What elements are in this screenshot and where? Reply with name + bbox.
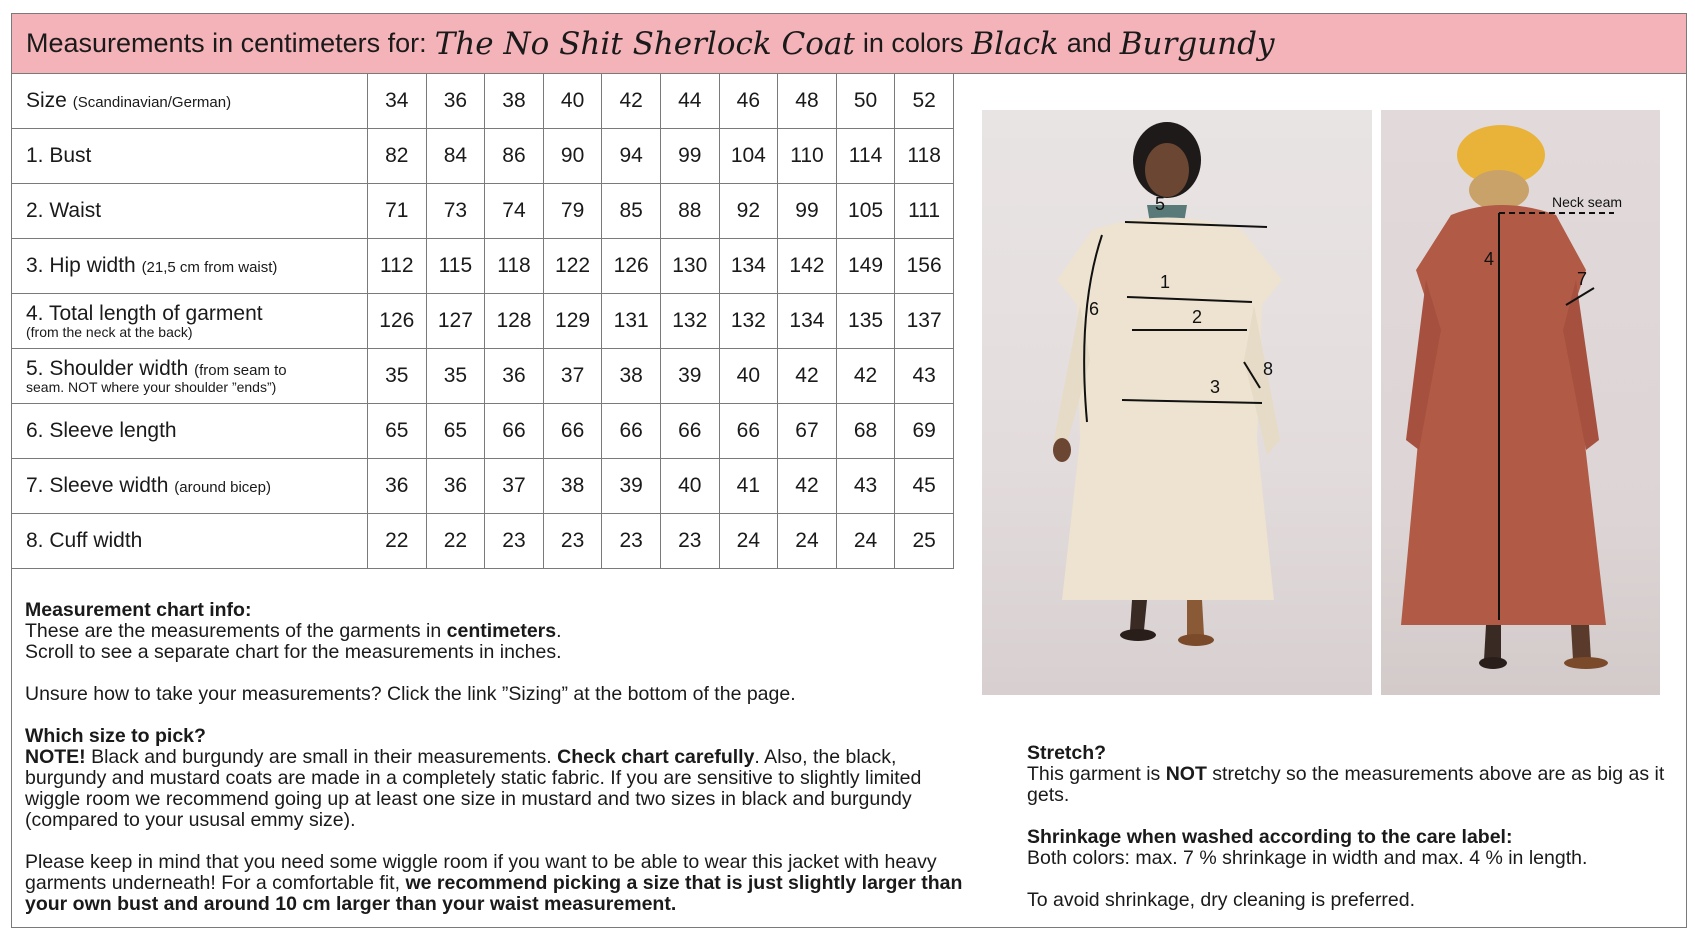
row-label bbox=[12, 514, 368, 569]
measurement-cell: 94 bbox=[602, 129, 661, 184]
info-heading-pick: Which size to pick? bbox=[25, 725, 206, 747]
measurement-cell: 115 bbox=[426, 239, 485, 294]
measurement-cell: 86 bbox=[485, 129, 544, 184]
measurement-cell: 99 bbox=[778, 184, 837, 239]
measurement-cell: 23 bbox=[602, 514, 661, 569]
color-burgundy: Burgundy bbox=[1119, 25, 1275, 62]
measurement-cell: 135 bbox=[836, 294, 895, 349]
info-recommendation: Please keep in mind that you need some wiggle room if you want to be able to wear this jacket with heavy garments underneath! For a comfortable fit, we recommend picking a size that is just slightly larger than your own bust and around 10 cm larger than your waist measurement. bbox=[25, 851, 963, 915]
stretch-heading: Stretch? bbox=[1027, 742, 1107, 764]
measurement-cell: 142 bbox=[778, 239, 837, 294]
measurement-row bbox=[12, 459, 954, 514]
row-label-text: 7. Sleeve width bbox=[26, 473, 169, 497]
measurement-cell: 67 bbox=[778, 404, 837, 459]
measurement-cell: 23 bbox=[543, 514, 602, 569]
measurement-cell: 45 bbox=[895, 459, 954, 514]
measurement-row bbox=[12, 129, 954, 184]
marker-3: 3 bbox=[1210, 377, 1221, 397]
measurement-cell: 36 bbox=[368, 459, 427, 514]
row-label bbox=[12, 349, 368, 404]
row-label-text: 3. Hip width bbox=[26, 253, 136, 277]
size-cell: 52 bbox=[895, 74, 954, 129]
measurement-cell: 66 bbox=[719, 404, 778, 459]
row-label-text: 5. Shoulder width bbox=[26, 356, 189, 380]
measurement-table bbox=[11, 73, 954, 569]
measurement-cell: 37 bbox=[485, 459, 544, 514]
measurement-cell: 88 bbox=[660, 184, 719, 239]
measurement-cell: 68 bbox=[836, 404, 895, 459]
measurement-row bbox=[12, 404, 954, 459]
measurement-cell: 134 bbox=[778, 294, 837, 349]
measurement-cell: 43 bbox=[836, 459, 895, 514]
row-label bbox=[12, 184, 368, 239]
size-cell: 44 bbox=[660, 74, 719, 129]
measurement-cell: 23 bbox=[660, 514, 719, 569]
info-section bbox=[25, 600, 980, 936]
neck-seam-label: Neck seam bbox=[1552, 194, 1623, 210]
size-cell: 36 bbox=[426, 74, 485, 129]
measurement-cell: 66 bbox=[543, 404, 602, 459]
measurement-cell: 129 bbox=[543, 294, 602, 349]
row-label-note-cont: seam. NOT where your shoulder ”ends”) bbox=[26, 378, 277, 395]
fabric-info bbox=[1027, 743, 1667, 932]
measurement-cell: 132 bbox=[719, 294, 778, 349]
front-coat-photo bbox=[982, 110, 1372, 695]
chart-header bbox=[11, 13, 1687, 74]
measurement-cell: 122 bbox=[543, 239, 602, 294]
row-label-note: (from the neck at the back) bbox=[26, 323, 193, 340]
header-mid: in colors bbox=[862, 28, 964, 58]
marker-1: 1 bbox=[1160, 272, 1171, 292]
row-label bbox=[12, 74, 368, 129]
measurement-cell: 118 bbox=[895, 129, 954, 184]
marker-4: 4 bbox=[1484, 249, 1495, 269]
measurement-cell: 66 bbox=[485, 404, 544, 459]
measurement-cell: 104 bbox=[719, 129, 778, 184]
measurement-cell: 126 bbox=[368, 294, 427, 349]
row-label bbox=[12, 294, 368, 349]
color-black: Black bbox=[971, 25, 1059, 62]
measurement-cell: 41 bbox=[719, 459, 778, 514]
measurement-cell: 149 bbox=[836, 239, 895, 294]
measurement-cell: 24 bbox=[719, 514, 778, 569]
measurement-cell: 137 bbox=[895, 294, 954, 349]
row-label-text: 4. Total length of garment bbox=[26, 301, 263, 325]
measurement-cell: 24 bbox=[778, 514, 837, 569]
measurement-cell: 35 bbox=[426, 349, 485, 404]
measurement-cell: 131 bbox=[602, 294, 661, 349]
measurement-cell: 24 bbox=[836, 514, 895, 569]
measurement-cell: 42 bbox=[778, 349, 837, 404]
marker-2: 2 bbox=[1192, 307, 1203, 327]
header-and: and bbox=[1066, 28, 1112, 58]
row-label-note: (21,5 cm from waist) bbox=[141, 258, 278, 276]
back-coat-photo bbox=[1381, 110, 1660, 695]
row-label bbox=[12, 239, 368, 294]
measurement-cell: 65 bbox=[426, 404, 485, 459]
measurement-cell: 65 bbox=[368, 404, 427, 459]
measurement-cell: 73 bbox=[426, 184, 485, 239]
size-cell: 42 bbox=[602, 74, 661, 129]
measurement-cell: 22 bbox=[368, 514, 427, 569]
measurement-cell: 74 bbox=[485, 184, 544, 239]
measurement-cell: 42 bbox=[778, 459, 837, 514]
product-name: The No Shit Sherlock Coat bbox=[434, 25, 855, 62]
marker-6: 6 bbox=[1089, 299, 1100, 319]
measurement-cell: 105 bbox=[836, 184, 895, 239]
measurement-cell: 127 bbox=[426, 294, 485, 349]
measurement-cell: 92 bbox=[719, 184, 778, 239]
measurement-row bbox=[12, 294, 954, 349]
header-prefix: Measurements in centimeters for: bbox=[26, 28, 427, 58]
measurement-cell: 66 bbox=[602, 404, 661, 459]
measurement-row bbox=[12, 239, 954, 294]
back-coat-illustration bbox=[1381, 110, 1660, 695]
shrink-heading: Shrinkage when washed according to the care label: bbox=[1027, 826, 1513, 848]
measurement-cell: 128 bbox=[485, 294, 544, 349]
measurement-row bbox=[12, 184, 954, 239]
marker-5: 5 bbox=[1155, 194, 1166, 214]
info-note: NOTE! Black and burgundy are small in their measurements. Check chart carefully. Also, the black, burgundy and mustard coats are made in a completely static fabric. If you are sensitive to slightly limited wiggle room we recommend going up at least one size in mustard and two sizes in black and burgundy (compared to your ususal emmy size). bbox=[25, 746, 922, 831]
measurement-cell: 36 bbox=[485, 349, 544, 404]
dry-clean-text: To avoid shrinkage, dry cleaning is preferred. bbox=[1027, 889, 1416, 911]
measurement-cell: 38 bbox=[602, 349, 661, 404]
size-cell: 50 bbox=[836, 74, 895, 129]
size-cell: 48 bbox=[778, 74, 837, 129]
measurement-cell: 39 bbox=[602, 459, 661, 514]
measurement-cell: 110 bbox=[778, 129, 837, 184]
measurement-cell: 39 bbox=[660, 349, 719, 404]
measurement-cell: 82 bbox=[368, 129, 427, 184]
size-cell: 46 bbox=[719, 74, 778, 129]
size-cell: 40 bbox=[543, 74, 602, 129]
measurement-cell: 40 bbox=[719, 349, 778, 404]
measurement-cell: 126 bbox=[602, 239, 661, 294]
measurement-cell: 25 bbox=[895, 514, 954, 569]
row-label-text: 1. Bust bbox=[26, 143, 92, 167]
measurement-cell: 130 bbox=[660, 239, 719, 294]
measurement-cell: 43 bbox=[895, 349, 954, 404]
measurement-row bbox=[12, 514, 954, 569]
measurement-cell: 114 bbox=[836, 129, 895, 184]
measurement-cell: 66 bbox=[660, 404, 719, 459]
measurement-cell: 118 bbox=[485, 239, 544, 294]
measurement-cell: 35 bbox=[368, 349, 427, 404]
front-coat-illustration bbox=[982, 110, 1372, 695]
row-label-text: 2. Waist bbox=[26, 198, 102, 222]
stretch-text: This garment is NOT stretchy so the measurements above are as big as it gets. bbox=[1027, 763, 1665, 806]
marker-7: 7 bbox=[1577, 269, 1588, 289]
row-label-text: 8. Cuff width bbox=[26, 528, 143, 552]
info-heading-chart: Measurement chart info: bbox=[25, 599, 252, 621]
measurement-cell: 111 bbox=[895, 184, 954, 239]
size-cell: 34 bbox=[368, 74, 427, 129]
row-label bbox=[12, 404, 368, 459]
row-label-text: Size bbox=[26, 88, 67, 112]
row-label bbox=[12, 129, 368, 184]
size-row bbox=[12, 74, 954, 129]
row-label-note: (from seam to bbox=[194, 361, 287, 379]
measurement-cell: 85 bbox=[602, 184, 661, 239]
measurement-cell: 71 bbox=[368, 184, 427, 239]
marker-8: 8 bbox=[1263, 359, 1274, 379]
row-label-note: (Scandinavian/German) bbox=[72, 93, 232, 111]
row-label bbox=[12, 459, 368, 514]
measurement-cell: 38 bbox=[543, 459, 602, 514]
row-label-note: (around bicep) bbox=[174, 478, 271, 496]
measurement-cell: 112 bbox=[368, 239, 427, 294]
measurement-cell: 22 bbox=[426, 514, 485, 569]
measurement-cell: 90 bbox=[543, 129, 602, 184]
measurement-cell: 40 bbox=[660, 459, 719, 514]
info-line-inches: Scroll to see a separate chart for the measurements in inches. bbox=[25, 641, 562, 663]
measurement-cell: 69 bbox=[895, 404, 954, 459]
measurement-cell: 84 bbox=[426, 129, 485, 184]
info-line-sizing: Unsure how to take your measurements? Click the link ”Sizing” at the bottom of the page. bbox=[25, 683, 796, 705]
measurement-cell: 23 bbox=[485, 514, 544, 569]
measurement-cell: 42 bbox=[836, 349, 895, 404]
row-label-text: 6. Sleeve length bbox=[26, 418, 177, 442]
info-line-units: These are the measurements of the garments in centimeters. bbox=[25, 620, 562, 642]
size-cell: 38 bbox=[485, 74, 544, 129]
measurement-cell: 134 bbox=[719, 239, 778, 294]
measurement-cell: 36 bbox=[426, 459, 485, 514]
measurement-row bbox=[12, 349, 954, 404]
measurement-cell: 156 bbox=[895, 239, 954, 294]
measurement-cell: 132 bbox=[660, 294, 719, 349]
measurement-cell: 37 bbox=[543, 349, 602, 404]
measurement-cell: 99 bbox=[660, 129, 719, 184]
shrink-text: Both colors: max. 7 % shrinkage in width and max. 4 % in length. bbox=[1027, 847, 1588, 869]
measurement-cell: 79 bbox=[543, 184, 602, 239]
